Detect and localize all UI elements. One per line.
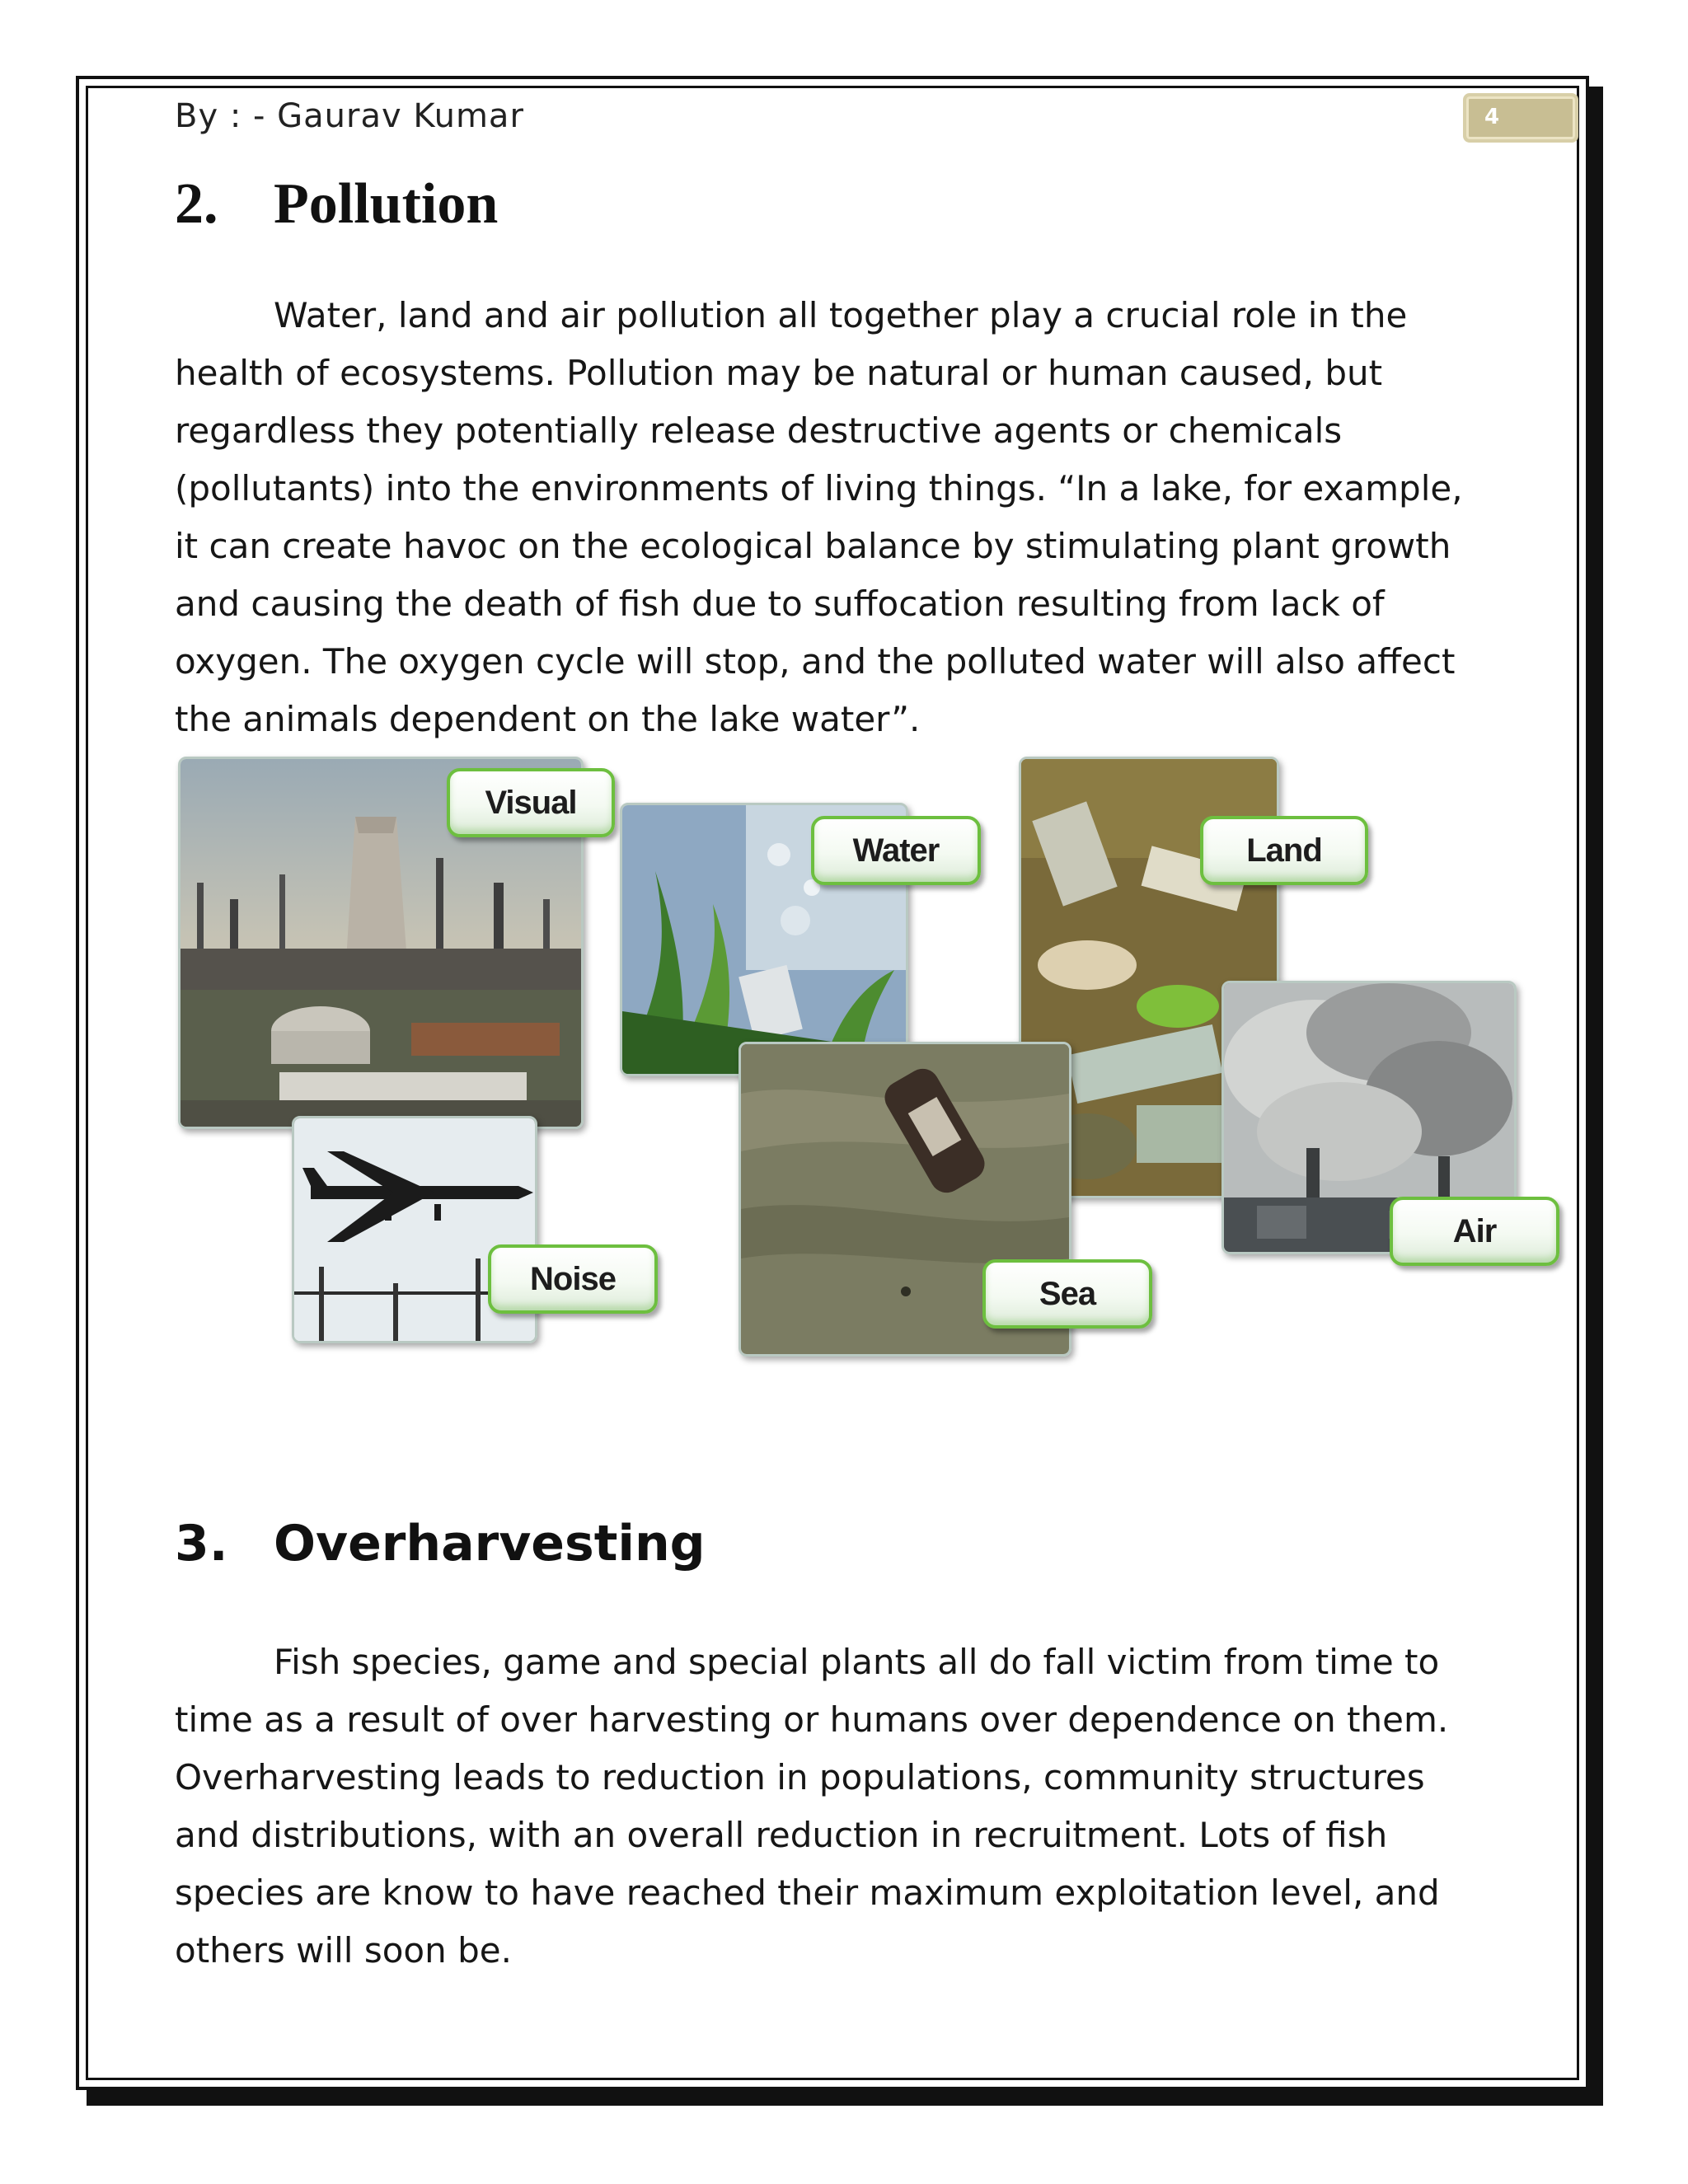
section-title: Pollution — [274, 172, 499, 236]
air-pollution-tag: Air — [1390, 1197, 1559, 1266]
section-heading-overharvesting — [175, 1515, 706, 1572]
pollution-paragraph: Water, land and air pollution all together play a crucial role in the health of ecosystems. Pollution may be natural or human caused, but regardless they potentially release destructive agents or chemicals (pollutants) into the environments of living things. “In a lake, for example, it can create havoc on the ecological balance by stimulating plant growth and causing the death of fish due to suffocation resulting from lack of oxygen. The oxygen cycle will stop, and the polluted water will also affect the animals dependent on the lake water”. — [175, 295, 1463, 739]
noise-pollution-tag: Noise — [488, 1244, 658, 1314]
section-number: 3. — [175, 1515, 228, 1572]
section-number: 2. — [175, 172, 218, 236]
land-pollution-tag: Land — [1200, 816, 1368, 885]
sea-pollution-tag: Sea — [982, 1259, 1152, 1329]
visual-pollution-tag: Visual — [447, 768, 615, 837]
water-pollution-tag: Water — [811, 816, 981, 885]
page-number-badge — [1463, 93, 1578, 143]
section-title: Overharvesting — [274, 1515, 706, 1572]
section-heading-pollution — [175, 171, 498, 237]
pollution-types-collage — [175, 752, 1568, 1361]
header-author: By : - Gaurav Kumar — [175, 97, 524, 135]
page-number: 4 — [1484, 105, 1500, 129]
overharvesting-paragraph: Fish species, game and special plants all do fall victim from time to time as a result of over harvesting or humans over dependence on them. Overharvesting leads to reduction in populations, community structures and distributions, with an overall reduction in recruitment. Lots of fish species are know to have reached their maximum exploitation level, and others will soon be. — [175, 1642, 1449, 1971]
